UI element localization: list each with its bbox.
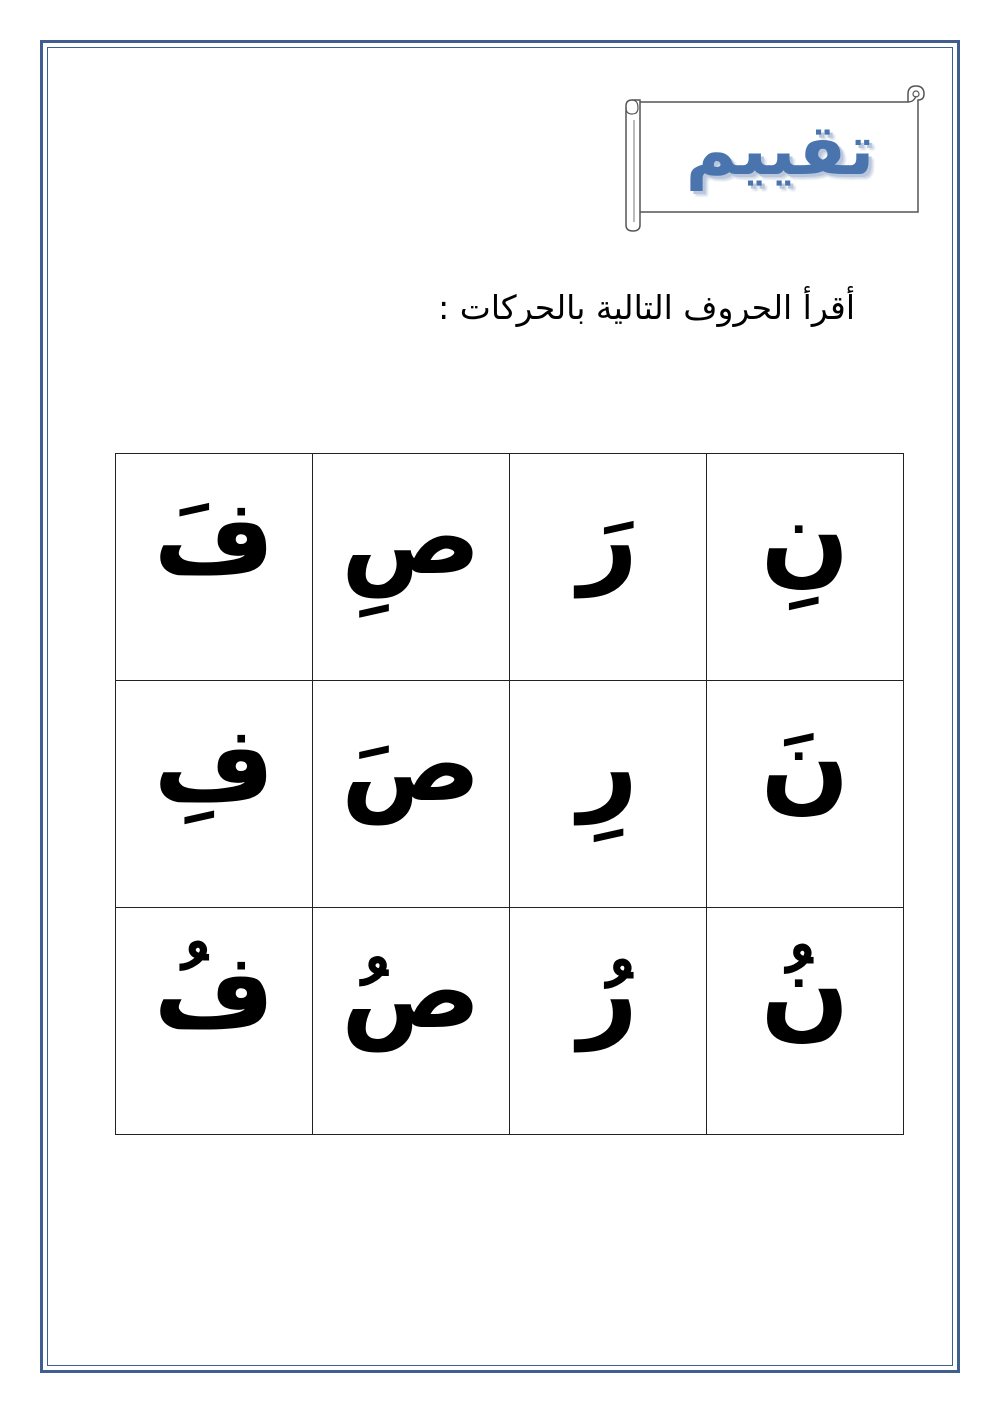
letter: رَ <box>578 476 638 598</box>
grid-row <box>116 681 904 908</box>
letter: فِ <box>153 703 275 825</box>
grid-cell <box>510 681 707 908</box>
letter: صُ <box>341 930 481 1052</box>
grid-cell <box>313 681 510 908</box>
banner-title: تقييم <box>685 109 875 191</box>
grid-cell <box>116 908 313 1135</box>
grid-cell <box>510 454 707 681</box>
instruction-text: أقرأ الحروف التالية بالحركات : <box>438 288 855 327</box>
letter: نَ <box>760 703 850 825</box>
letter: فُ <box>153 930 275 1052</box>
grid-cell <box>116 454 313 681</box>
grid-cell <box>707 908 904 1135</box>
letter: فَ <box>153 476 275 598</box>
grid-cell <box>510 908 707 1135</box>
letter: رِ <box>578 703 638 825</box>
letter: رُ <box>578 930 638 1052</box>
letter-grid <box>115 453 904 1135</box>
scroll-banner <box>618 80 928 235</box>
grid-row <box>116 454 904 681</box>
letter: نُ <box>760 930 850 1052</box>
grid-row <box>116 908 904 1135</box>
letter: صَ <box>341 703 481 825</box>
grid-cell <box>313 454 510 681</box>
letter: نِ <box>760 476 850 598</box>
grid-cell <box>707 681 904 908</box>
grid-cell <box>707 454 904 681</box>
grid-cell <box>116 681 313 908</box>
letter: صِ <box>341 476 481 598</box>
grid-cell <box>313 908 510 1135</box>
